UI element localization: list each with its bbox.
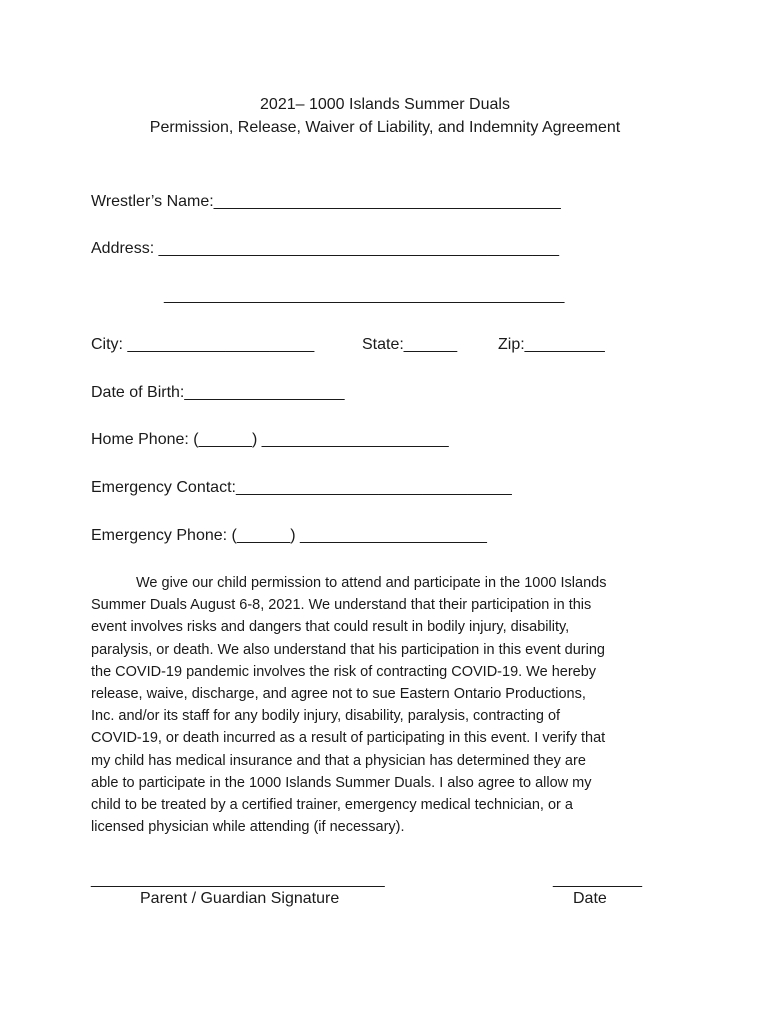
- agreement-line: my child has medical insurance and that a physician has determined they are: [91, 752, 586, 769]
- state-field[interactable]: State:______: [362, 336, 458, 353]
- guardian-signature-label: Parent / Guardian Signature: [140, 890, 340, 907]
- agreement-line: Inc. and/or its staff for any bodily injury, disability, paralysis, contracting of: [91, 708, 561, 725]
- agreement-line: Summer Duals August 6-8, 2021. We understand that their participation in this: [91, 597, 592, 614]
- agreement-line: the COVID-19 pandemic involves the risk of contracting COVID-19. We hereby: [91, 663, 597, 680]
- guardian-signature-line[interactable]: _________________________________: [91, 871, 385, 888]
- agreement-line: child to be treated by a certified trainer, emergency medical technician, or a: [91, 797, 573, 814]
- date-of-birth-field[interactable]: Date of Birth:__________________: [91, 384, 345, 401]
- agreement-paragraph: [91, 572, 691, 838]
- agreement-line: licensed physician while attending (if necessary).: [91, 819, 405, 836]
- date-signature-line[interactable]: __________: [553, 871, 642, 888]
- document-title: 2021– 1000 Islands Summer Duals: [260, 96, 510, 113]
- date-signature-label: Date: [573, 890, 607, 907]
- agreement-line: event involves risks and dangers that could result in bodily injury, disability,: [91, 619, 570, 636]
- zip-field[interactable]: Zip:_________: [498, 336, 605, 353]
- emergency-phone-field[interactable]: Emergency Phone: (______) _____________________: [91, 527, 487, 544]
- home-phone-field[interactable]: Home Phone: (______) _____________________: [91, 431, 449, 448]
- address-field-line-2[interactable]: _____________________________________________: [164, 287, 565, 304]
- city-field[interactable]: City: _____________________: [91, 336, 315, 353]
- emergency-contact-field[interactable]: Emergency Contact:_______________________________: [91, 479, 512, 496]
- agreement-line: COVID-19, or death incurred as a result of participating in this event. I verify that: [91, 730, 606, 747]
- address-field-line-1[interactable]: Address: _____________________________________________: [91, 240, 560, 257]
- agreement-line: able to participate in the 1000 Islands Summer Duals. I also agree to allow my: [91, 774, 592, 791]
- agreement-line: We give our child permission to attend and participate in the 1000 Islands: [136, 575, 607, 591]
- agreement-line: paralysis, or death. We also understand that his participation in this event during: [91, 641, 605, 658]
- document-subtitle: Permission, Release, Waiver of Liability, and Indemnity Agreement: [149, 119, 621, 136]
- wrestler-name-field[interactable]: Wrestler’s Name:_______________________________________: [91, 193, 561, 210]
- agreement-line: release, waive, discharge, and agree not to sue Eastern Ontario Productions,: [91, 686, 586, 703]
